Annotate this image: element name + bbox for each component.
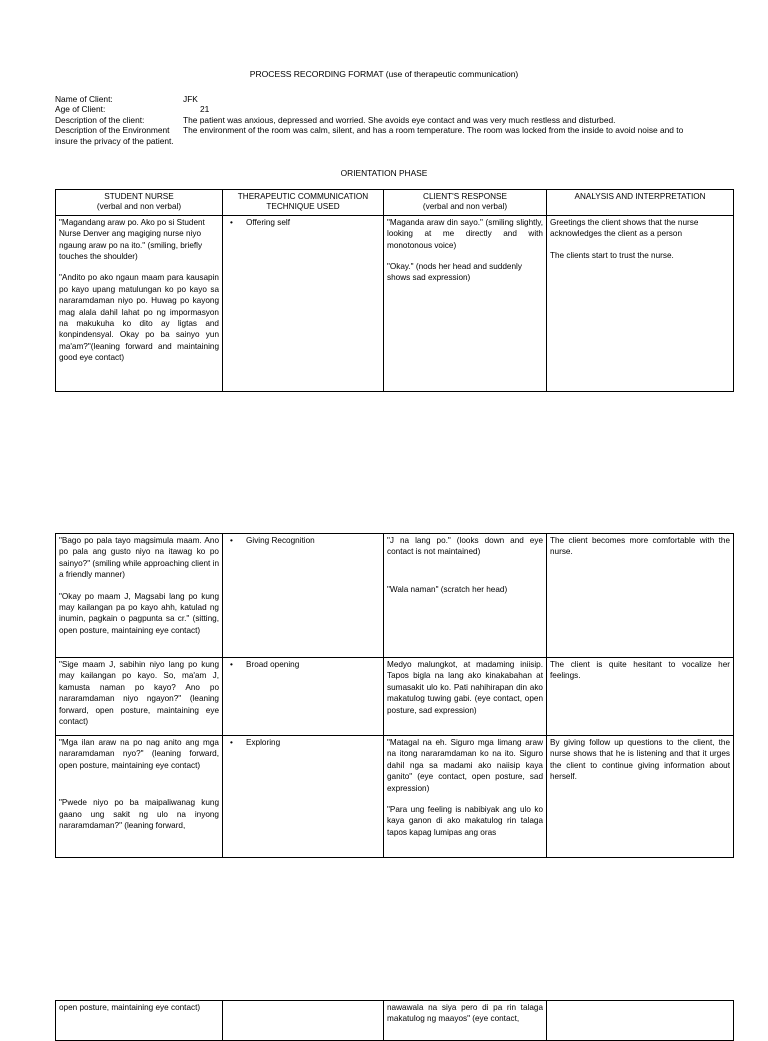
name-label: Name of Client: (55, 94, 113, 104)
environment-description-continuation: insure the privacy of the patient. (55, 135, 174, 146)
header-client-response: CLIENT'S RESPONSE (verbal and non verbal) (384, 190, 547, 216)
table-row (56, 534, 734, 658)
age-label: Age of Client: (55, 104, 106, 115)
technique-cell (223, 1001, 384, 1041)
table-row (56, 1001, 734, 1041)
table-row (56, 736, 734, 858)
analysis-cell: By giving follow up questions to the client, the nurse shows that he is listening and that it urges the client to continue giving information about herself. (547, 736, 734, 858)
nurse-cell: "Mga ilan araw na po nag anito ang mga nararamdaman nyo?" (leaning forward, open posture, maintaining eye contact) "Pwede niyo po ba maipaliwanag kung gaano ung sakit ng ulo na inyong nararamdaman?" (leaning forward, (56, 736, 223, 858)
process-table-1 (55, 189, 734, 392)
header-analysis: ANALYSIS AND INTERPRETATION (547, 190, 734, 216)
table-header-row (56, 190, 734, 216)
process-table-2 (55, 533, 734, 858)
nurse-cell: "Sige maam J, sabihin niyo lang po kung may kailangan po kayo. So, ma'am J, kamusta naman po kayo? Ano po nararamdaman niyo ngayon?" (leaning forward, open posture, maintaining eye contact) (56, 658, 223, 736)
phase-heading: ORIENTATION PHASE (340, 168, 428, 178)
bullet-icon: • (230, 217, 233, 227)
age-value: 21 (200, 104, 210, 115)
bullet-icon: • (230, 536, 233, 545)
analysis-cell: The client is quite hesitant to vocalize her feelings. (547, 658, 734, 736)
bullet-icon: • (230, 660, 233, 669)
bullet-icon: • (230, 738, 233, 747)
header-student-nurse: STUDENT NURSE (verbal and non verbal) (56, 190, 223, 216)
process-table-3 (55, 1000, 734, 1041)
client-response-cell: Medyo malungkot, at madaming iniisip. Tapos bigla na lang ako kinakabahan at sumasakit ulo ko. Pati nahihirapan din ako makatulog tuwing gabi. (eye contact, open posture, sad expression) (384, 658, 547, 736)
technique-cell: • Exploring (223, 736, 384, 858)
nurse-cell: "Bago po pala tayo magsimula maam. Ano po pala ang gusto niyo na itawag ko po sainyo?" (smiling while approaching client in a friendly manner) "Okay po maam J, Magsabi lang po kung may kailangan pa po kayo ahh, katulad ng inumin, pagkain o pagpunta sa cr." (sitting, open posture, maintaining eye contact) (56, 534, 223, 658)
analysis-cell: The client becomes more comfortable with the nurse. (547, 534, 734, 658)
table-row (56, 215, 734, 391)
technique-cell: • Giving Recognition (223, 534, 384, 658)
client-response-cell: nawawala na siya pero di pa rin talaga makatulog ng maayos" (eye contact, (384, 1001, 547, 1041)
analysis-cell (547, 1001, 734, 1041)
client-response-cell: "Matagal na eh. Siguro mga limang araw na itong nararamdaman ko na ito. Siguro dahil nga sa madami ako naiisip kaya ganito" (eye contact, open posture, sad expression) "Para ung feeling is nabibiyak ang ulo ko kaya ganon di ako makatulog rin talaga tapos kapag lumipas ang oras (384, 736, 547, 858)
environment-description-value: The environment of the room was calm, silent, and has a room temperature. The room was locked from the inside to avoid noise and to (183, 125, 684, 136)
environment-description-label: Description of the Environment (55, 125, 170, 136)
technique-cell: • Offering self (223, 215, 384, 391)
table-row (56, 658, 734, 736)
client-response-cell: "J na lang po." (looks down and eye contact is not maintained) "Wala naman" (scratch her head) (384, 534, 547, 658)
client-response-cell: "Maganda araw din sayo." (smiling slightly, looking at me directly and with monotonous voice) "Okay." (nods her head and suddenly shows sad expression) (384, 215, 547, 391)
client-info (55, 94, 735, 146)
nurse-cell: open posture, maintaining eye contact) (56, 1001, 223, 1041)
header-technique: THERAPEUTIC COMMUNICATION TECHNIQUE USED (223, 190, 384, 216)
nurse-cell: "Magandang araw po. Ako po si Student Nurse Denver ang magiging nurse niyo ngaung araw po na ito." (smiling, briefly touches the shoulder) "Andito po ako ngaun maam para kausapin po kayo upang matulungan ko po kayo sa nararamdaman niyo po. Huwag po kayong mag alala dahil lahat po ng impormasyon na makukuha ko dito ay ligtas and konpindensyal. Okay po ba sainyo yun ma'am?"(leaning forward and maintaining good eye contact) (56, 215, 223, 391)
client-description-value: The patient was anxious, depressed and worried. She avoids eye contact and was very much restless and disturbed. (183, 114, 616, 125)
analysis-cell: Greetings the client shows that the nurse acknowledges the client as a person The clients start to trust the nurse. (547, 215, 734, 391)
document-title: PROCESS RECORDING FORMAT (use of therapeutic communication) (249, 69, 519, 79)
client-description-label: Description of the client: (55, 114, 145, 125)
technique-cell: • Broad opening (223, 658, 384, 736)
name-value: JFK (183, 94, 198, 104)
